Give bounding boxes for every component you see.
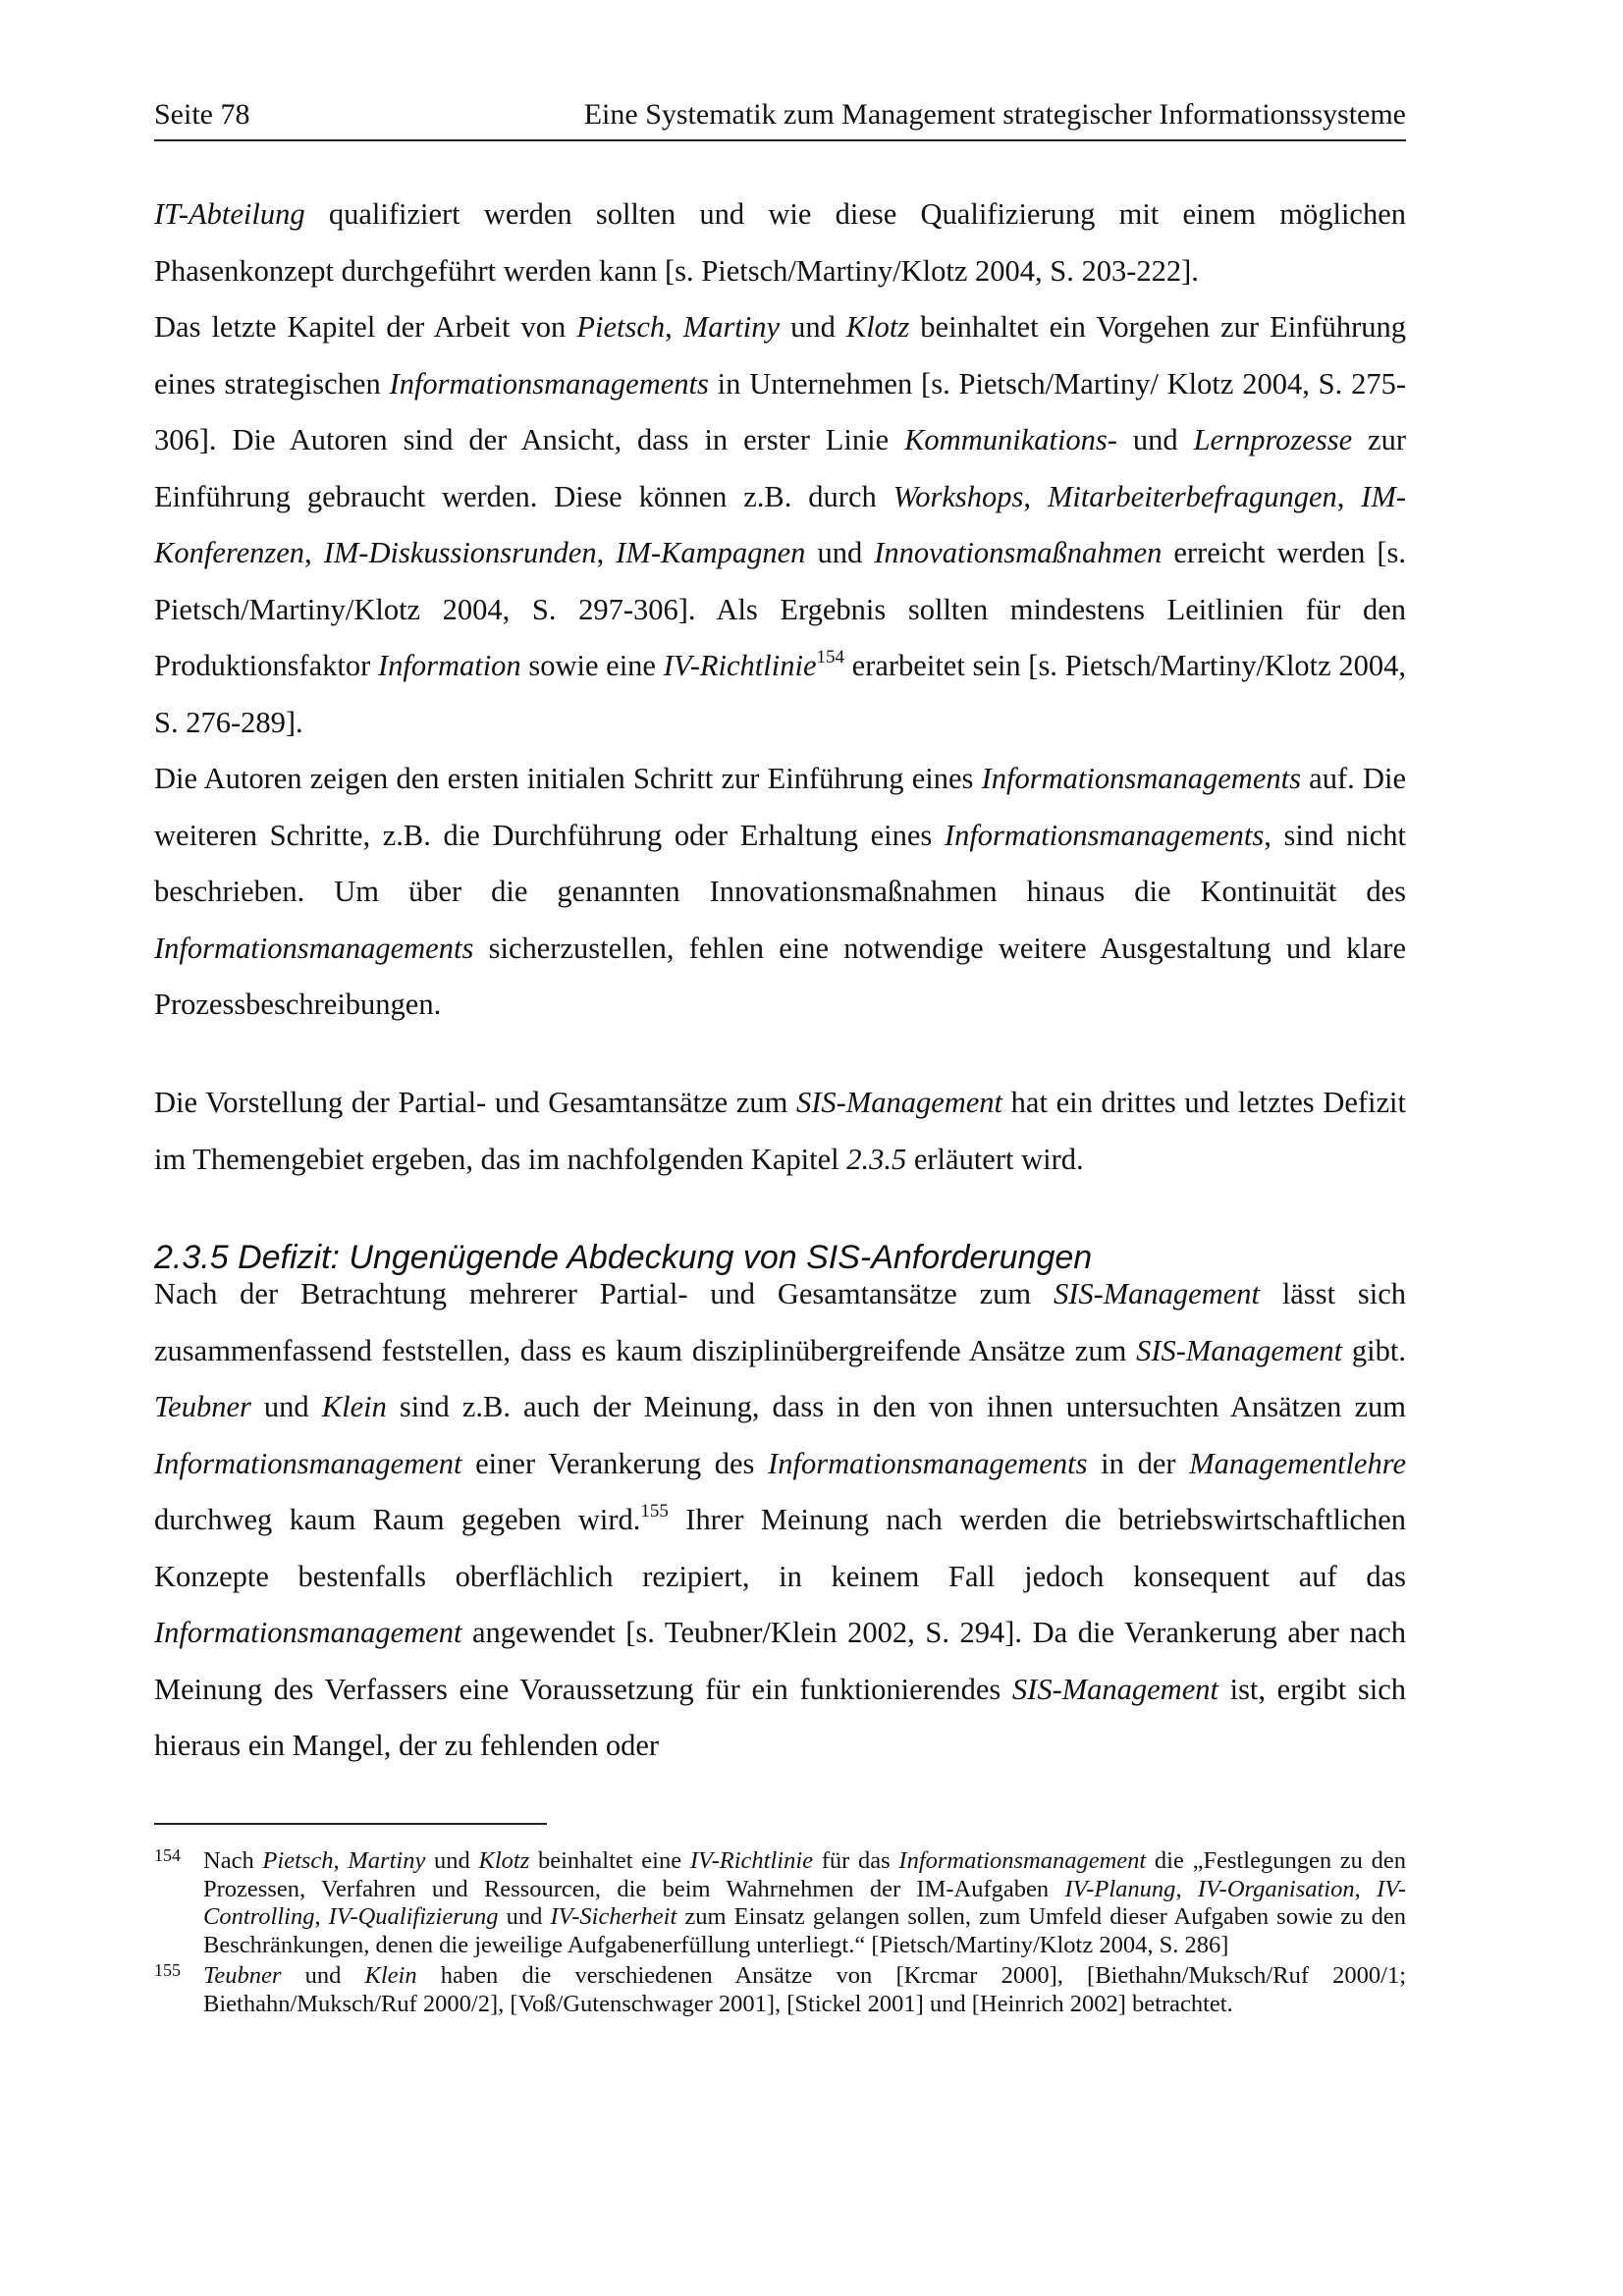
footnote-number: 155: [154, 1960, 181, 1980]
footnote-divider: [154, 1823, 547, 1825]
body-block-3: [154, 1266, 1406, 1775]
running-header: [154, 94, 1406, 141]
footnote-155: 155 Teubner und Klein haben die verschiedenen Ansätze von [Krcmar 2000], [Biethahn/Muksch/Ruf 2000/1; Biethahn/Muksch/Ruf 2000/2], [Voß/Gutenschwager 2001], [Stickel 2001] und [Heinrich 2002] betrachtet.: [154, 1962, 1406, 2018]
page-number: Seite 78: [154, 98, 250, 131]
footnote-154: 154 Nach Pietsch, Martiny und Klotz beinhaltet eine IV-Richtlinie für das Informationsmanagement die „Festlegungen zu den Prozessen, Verfahren und Ressourcen, die beim Wahrnehmen der IM-Aufgaben IV-Planung, IV-Organisation, IV-Controlling, IV-Qualifizierung und IV-Sicherheit zum Einsatz gelangen sollen, zum Umfeld dieser Aufgaben sowie zu den Beschränkungen, denen die jeweilige Aufgabenerfüllung unterliegt.“ [Pietsch/Martiny/Klotz 2004, S. 286]: [154, 1847, 1406, 1959]
paragraph-autoren-schritt: Die Autoren zeigen den ersten initialen Schritt zur Einführung eines Informationsmanagements auf. Die weiteren Schritte, z.B. die Durchführung oder Erhaltung eines Informationsmanagements, sind nicht beschrieben. Um über die genannten Innovationsmaßnahmen hinaus die Kontinuität des Informationsmanagements sicherzustellen, fehlen eine notwendige weitere Ausgestaltung und klare Prozessbeschreibungen.: [154, 762, 1406, 1021]
paragraph-betrachtung: Nach der Betrachtung mehrerer Partial- und Gesamtansätze zum SIS-Management lässt sich zusammenfassend feststellen, dass es kaum disziplinübergreifende Ansätze zum SIS-Management gibt. Teubner und Klein sind z.B. auch der Meinung, dass in den von ihnen untersuchten Ansätzen zum Informationsmanagement einer Verankerung des Informationsmanagements in der Managementlehre durchweg kaum Raum gegeben wird.$^{155}$ Ihrer Meinung nach werden die betriebswirtschaftlichen Konzepte bestenfalls oberflächlich rezipiert, in keinem Fall jedoch konsequent auf das Informationsmanagement angewendet [s. Teubner/Klein 2002, S. 294]. Da die Verankerung aber nach Meinung des Verfassers eine Voraussetzung für ein funktionierendes SIS-Management ist, ergibt sich hieraus ein Mangel, der zu fehlenden oder: [154, 1277, 1407, 1762]
footnote-number: 154: [154, 1845, 181, 1865]
body-block-2: [154, 1075, 1406, 1188]
footnote-ref-154[interactable]: 154: [816, 646, 844, 667]
running-title: Eine Systematik zum Management strategischer Informationssysteme: [583, 98, 1406, 131]
paragraph-pietsch-vorgehen: Das letzte Kapitel der Arbeit von Pietsch, Martiny und Klotz beinhaltet ein Vorgehen zur Einführung eines strategischen Informationsmanagements in Unternehmen [s. Pietsch/Martiny/ Klotz 2004, S. 275-306]. Die Autoren sind der Ansicht, dass in erster Linie Kommunikations- und Lernprozesse zur Einführung gebraucht werden. Diese können z.B. durch Workshops, Mitarbeiterbefragungen, IM-Konferenzen, IM-Diskussionsrunden, IM-Kampagnen und Innovationsmaßnahmen erreicht werden [s. Pietsch/Martiny/Klotz 2004, S. 297-306]. Als Ergebnis sollten mindestens Leitlinien für den Produktionsfaktor Information sowie eine IV-Richtlinie$^{154}$ erarbeitet sein [s. Pietsch/Martiny/Klotz 2004, S. 276-289].: [154, 310, 1407, 739]
paragraph-vorstellung: Die Vorstellung der Partial- und Gesamtansätze zum SIS-Management hat ein drittes und letztes Defizit im Themengebiet ergeben, das im nachfolgenden Kapitel 2.3.5 erläutert wird.: [154, 1086, 1406, 1176]
paragraph-it-abteilung: IT-Abteilung qualifiziert werden sollten und wie diese Qualifizierung mit einem möglichen Phasenkonzept durchgeführt werden kann [s. Pietsch/Martiny/Klotz 2004, S. 203-222].: [154, 197, 1406, 288]
footnotes: [154, 1847, 1406, 2021]
footnote-ref-155[interactable]: 155: [640, 1500, 669, 1522]
section-heading: 2.3.5 Defizit: Ungenügende Abdeckung von SIS-Anforderungen: [154, 1239, 1093, 1276]
body-block-1: [154, 187, 1406, 1034]
